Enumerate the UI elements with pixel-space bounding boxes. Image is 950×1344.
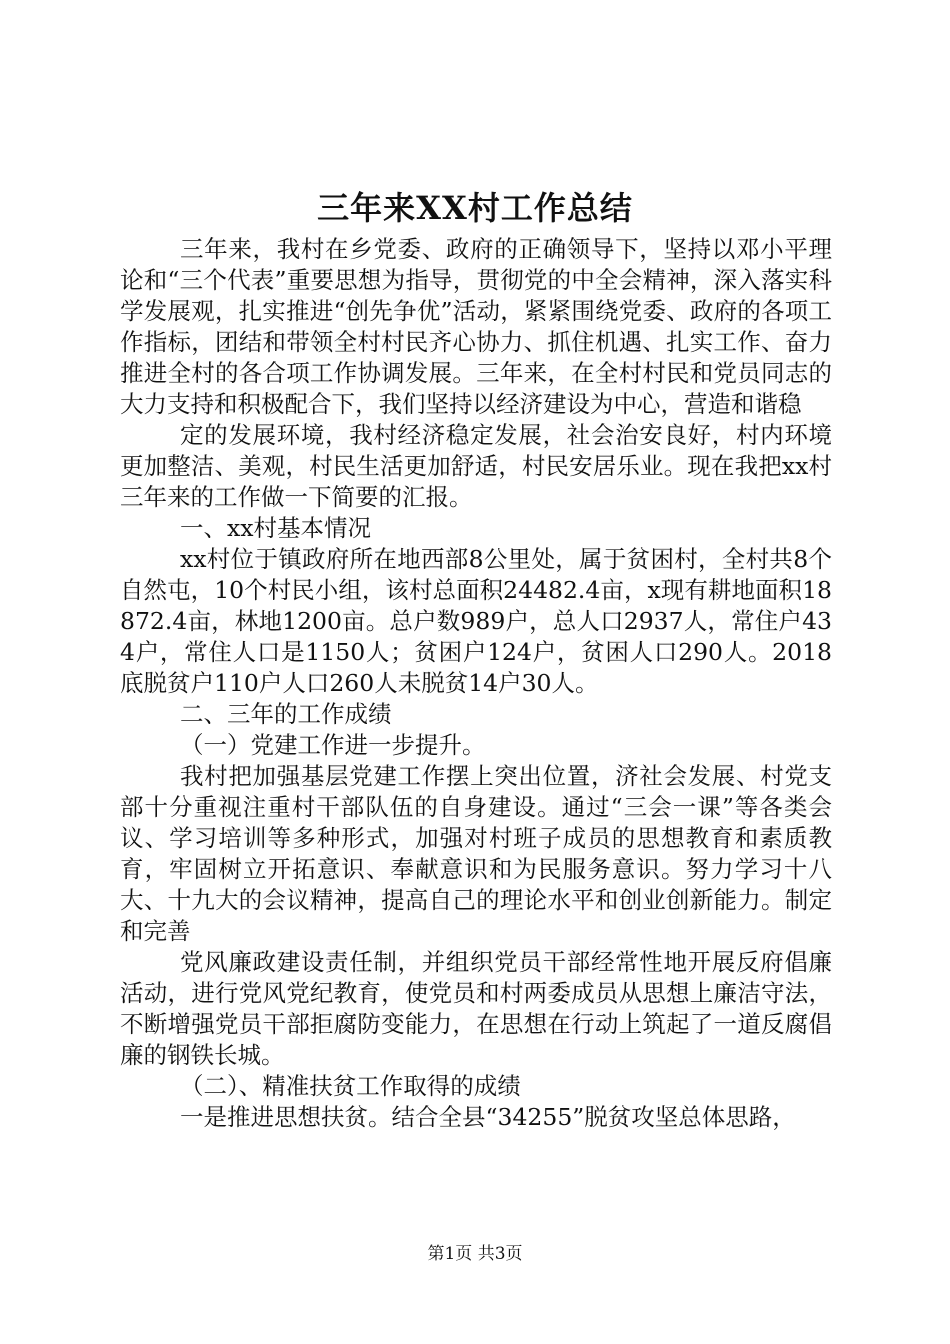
paragraph: 我村把加强基层党建工作摆上突出位置，济社会发展、村党支部十分重视注重村干部队伍的自身建设。通过“三会一课”等各类会议、学习培训等多种形式，加强对村班子成员的思想教育和素质教育，牢固树立开拓意识、奉献意识和为民服务意识。努力学习十八大、十九大的会议精神，提高自己的理论水平和创业创新能力。制定和完善 [120, 762, 832, 945]
paragraph: 定的发展环境，我村经济稳定发展，社会治安良好，村内环境更加整洁、美观，村民生活更加舒适，村民安居乐业。现在我把xx村三年来的工作做一下简要的汇报。 [120, 421, 832, 511]
section-heading: 一、xx村基本情况 [180, 514, 372, 542]
page-number-footer: 第1页 共3页 [427, 1244, 523, 1264]
document-body [120, 234, 832, 1133]
section-heading: 二、三年的工作成绩 [180, 700, 392, 728]
subsection-heading: （二）、精准扶贫工作取得的成绩 [180, 1072, 521, 1100]
paragraph: 党风廉政建设责任制，并组织党员干部经常性地开展反府倡廉活动，进行党风党纪教育，使党员和村两委成员从思想上廉洁守法，不断增强党员干部拒腐防变能力，在思想在行动上筑起了一道反腐倡廉的钢铁长城。 [120, 948, 832, 1069]
paragraph: 三年来，我村在乡党委、政府的正确领导下，坚持以邓小平理论和“三个代表”重要思想为指导，贯彻党的中全会精神，深入落实科学发展观，扎实推进“创先争优”活动，紧紧围绕党委、政府的各项工作指标，团结和带领全村村民齐心协力、抓住机遇、扎实工作、奋力推进全村的各合项工作协调发展。三年来，在全村村民和党员同志的大力支持和积极配合下，我们坚持以经济建设为中心，营造和谐稳 [120, 235, 832, 418]
paragraph: 一是推进思想扶贫。结合全县“34255”脱贫攻坚总体思路， [180, 1103, 796, 1131]
document-title: 三年来XX村工作总结 [317, 189, 633, 227]
subsection-heading: （一）党建工作进一步提升。 [180, 731, 486, 759]
paragraph: xx村位于镇政府所在地西部8公里处，属于贫困村，全村共8个自然屯，10个村民小组，该村总面积24482.4亩，x现有耕地面积18872.4亩，林地1200亩。总户数989户，总人口2937人，常住户434户，常住人口是1150人；贫困户124户，贫困人口290人。2018底脱贫户110户人口260人未脱贫14户30人。 [120, 545, 832, 697]
